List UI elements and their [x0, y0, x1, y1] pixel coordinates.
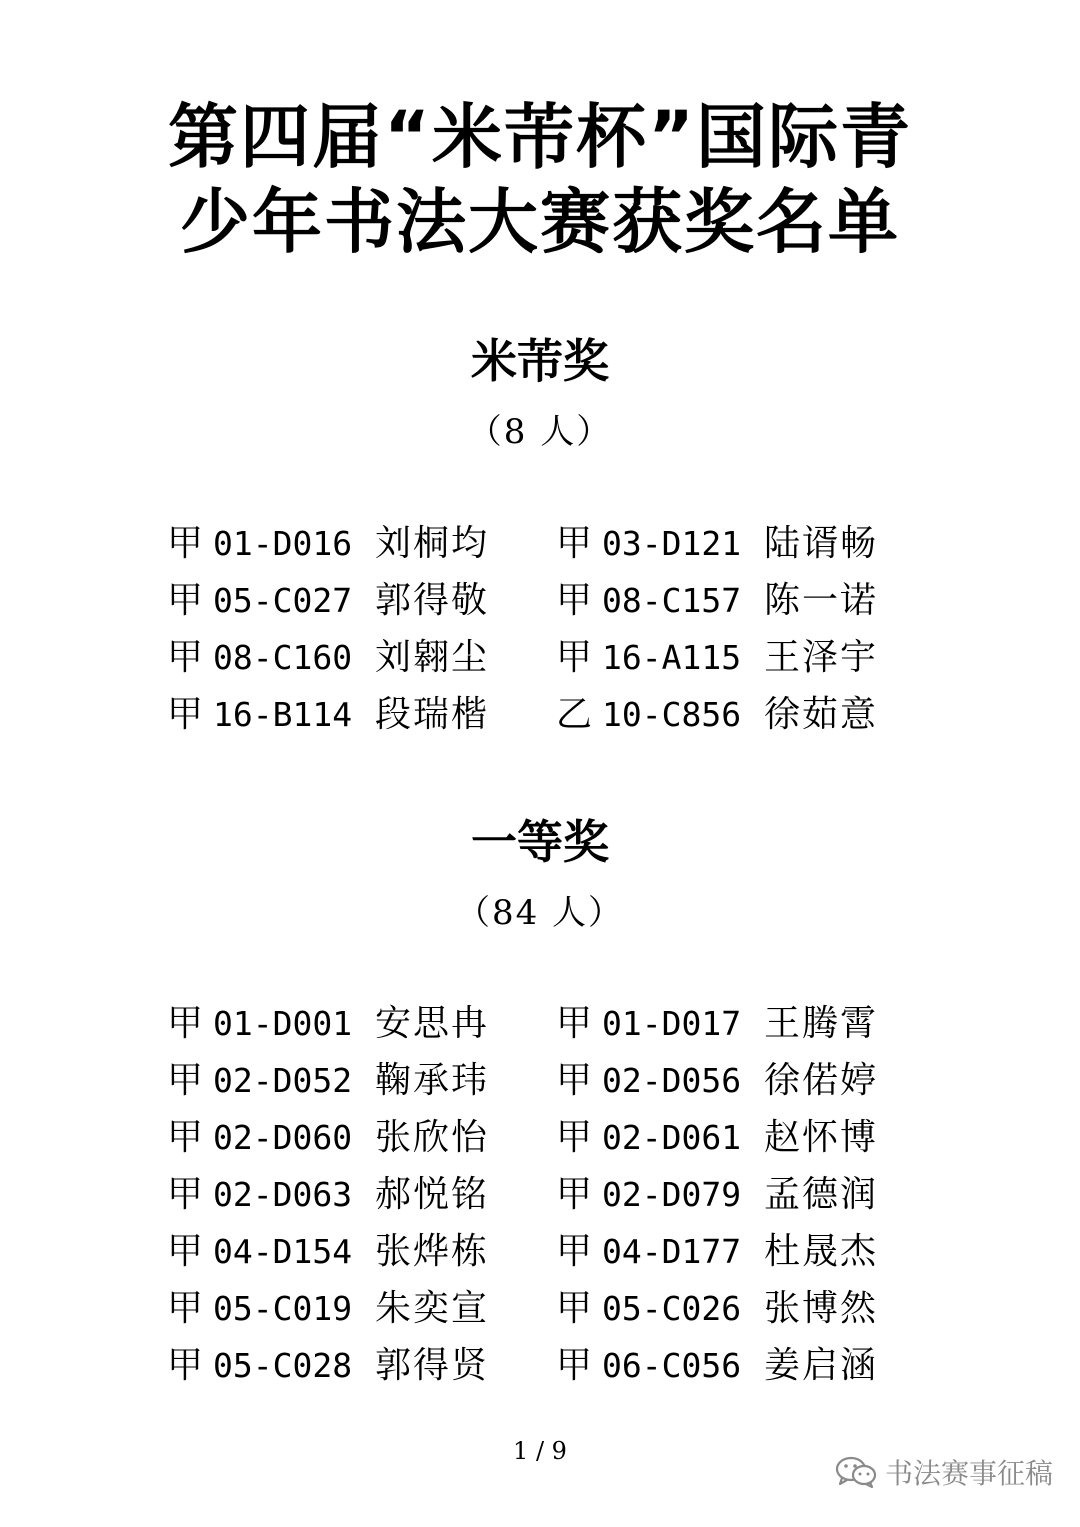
list-item	[556, 1287, 878, 1331]
entry-category: 甲	[167, 1060, 204, 1101]
entry-code: 02-D060	[213, 1118, 353, 1157]
entry-code: 02-D079	[602, 1175, 742, 1214]
entry-code: 01-D001	[213, 1004, 353, 1043]
document-title-line-2: 少年书法大赛获奖名单	[180, 181, 900, 263]
entry-code: 05-C027	[213, 581, 353, 620]
entry-name: 徐茹意	[764, 694, 879, 735]
entry-code: 10-C856	[602, 695, 742, 734]
entry-code: 01-D017	[602, 1004, 742, 1043]
entry-code: 08-C160	[213, 638, 353, 677]
entry-name: 朱奕宣	[375, 1288, 490, 1329]
entry-category: 甲	[556, 1345, 593, 1386]
list-item	[556, 1002, 878, 1046]
section-heading: 米芾奖	[471, 334, 609, 388]
entry-category: 甲	[167, 694, 204, 735]
entry-category: 甲	[556, 1117, 593, 1158]
entry-category: 甲	[556, 580, 593, 621]
entry-code: 02-D061	[602, 1118, 742, 1157]
entry-code: 04-D177	[602, 1232, 742, 1271]
list-item	[556, 1059, 878, 1103]
entry-code: 05-C028	[213, 1346, 353, 1385]
section-count: （8 人）	[467, 412, 613, 452]
entry-category: 甲	[167, 1003, 204, 1044]
entry-code: 05-C019	[213, 1289, 353, 1328]
entry-name: 郭得敬	[375, 580, 490, 621]
list-item	[167, 579, 489, 623]
entry-category: 甲	[556, 1231, 593, 1272]
list-item	[167, 636, 489, 680]
entry-code: 02-D056	[602, 1061, 742, 1100]
list-item	[556, 1173, 878, 1217]
watermark	[835, 1452, 1053, 1492]
section-heading: 一等奖	[471, 815, 609, 869]
entry-name: 段瑞楷	[375, 694, 490, 735]
entry-category: 甲	[556, 1003, 593, 1044]
entry-category: 甲	[167, 1117, 204, 1158]
entry-category: 甲	[556, 523, 593, 564]
entry-name: 张博然	[764, 1288, 879, 1329]
entry-name: 陆谞畅	[764, 523, 879, 564]
entry-name: 安思冉	[375, 1003, 490, 1044]
entry-name: 姜启涵	[764, 1345, 879, 1386]
list-item	[167, 1287, 489, 1331]
page-number: 1 / 9	[513, 1437, 567, 1465]
watermark-text: 书法赛事征稿	[885, 1457, 1054, 1490]
entry-code: 02-D052	[213, 1061, 353, 1100]
entry-category: 甲	[556, 1174, 593, 1215]
entry-category: 乙	[556, 694, 593, 735]
entry-code: 05-C026	[602, 1289, 742, 1328]
list-item	[556, 693, 878, 737]
entry-name: 孟德润	[764, 1174, 879, 1215]
list-item	[556, 1116, 878, 1160]
document-title-line-1: 第四届“米芾杯”国际青	[167, 96, 912, 178]
entry-category: 甲	[167, 1345, 204, 1386]
entry-name: 赵怀博	[764, 1117, 879, 1158]
entry-name: 鞠承玮	[375, 1060, 490, 1101]
list-item	[556, 522, 878, 566]
entry-code: 02-D063	[213, 1175, 353, 1214]
entry-name: 杜晟杰	[764, 1231, 879, 1272]
list-item	[556, 1230, 878, 1274]
list-item	[167, 1059, 489, 1103]
section-count: （84 人）	[455, 893, 625, 933]
list-item	[167, 522, 489, 566]
list-item	[167, 1344, 489, 1388]
wechat-icon	[835, 1455, 877, 1489]
list-item	[556, 579, 878, 623]
entry-name: 王腾霄	[764, 1003, 879, 1044]
list-item	[167, 1230, 489, 1274]
entry-name: 刘翱尘	[375, 637, 490, 678]
entry-code: 01-D016	[213, 524, 353, 563]
list-item	[167, 693, 489, 737]
entry-name: 张欣怡	[375, 1117, 490, 1158]
entry-code: 16-B114	[213, 695, 353, 734]
list-item	[556, 636, 878, 680]
list-item	[167, 1173, 489, 1217]
entry-category: 甲	[167, 580, 204, 621]
list-item	[167, 1116, 489, 1160]
entry-category: 甲	[556, 1060, 593, 1101]
entry-name: 郝悦铭	[375, 1174, 490, 1215]
entry-category: 甲	[556, 637, 593, 678]
entry-category: 甲	[167, 1174, 204, 1215]
entry-code: 16-A115	[602, 638, 742, 677]
entry-name: 徐偌婷	[764, 1060, 879, 1101]
list-item	[167, 1002, 489, 1046]
entry-name: 张烨栋	[375, 1231, 490, 1272]
entry-name: 郭得贤	[375, 1345, 490, 1386]
entry-name: 刘桐均	[375, 523, 490, 564]
entry-category: 甲	[167, 637, 204, 678]
entry-category: 甲	[167, 523, 204, 564]
entry-category: 甲	[167, 1231, 204, 1272]
entry-code: 03-D121	[602, 524, 742, 563]
entry-category: 甲	[556, 1288, 593, 1329]
entry-code: 04-D154	[213, 1232, 353, 1271]
list-item	[556, 1344, 878, 1388]
entry-code: 08-C157	[602, 581, 742, 620]
entry-name: 陈一诺	[764, 580, 879, 621]
entry-code: 06-C056	[602, 1346, 742, 1385]
entry-name: 王泽宇	[764, 637, 879, 678]
entry-category: 甲	[167, 1288, 204, 1329]
